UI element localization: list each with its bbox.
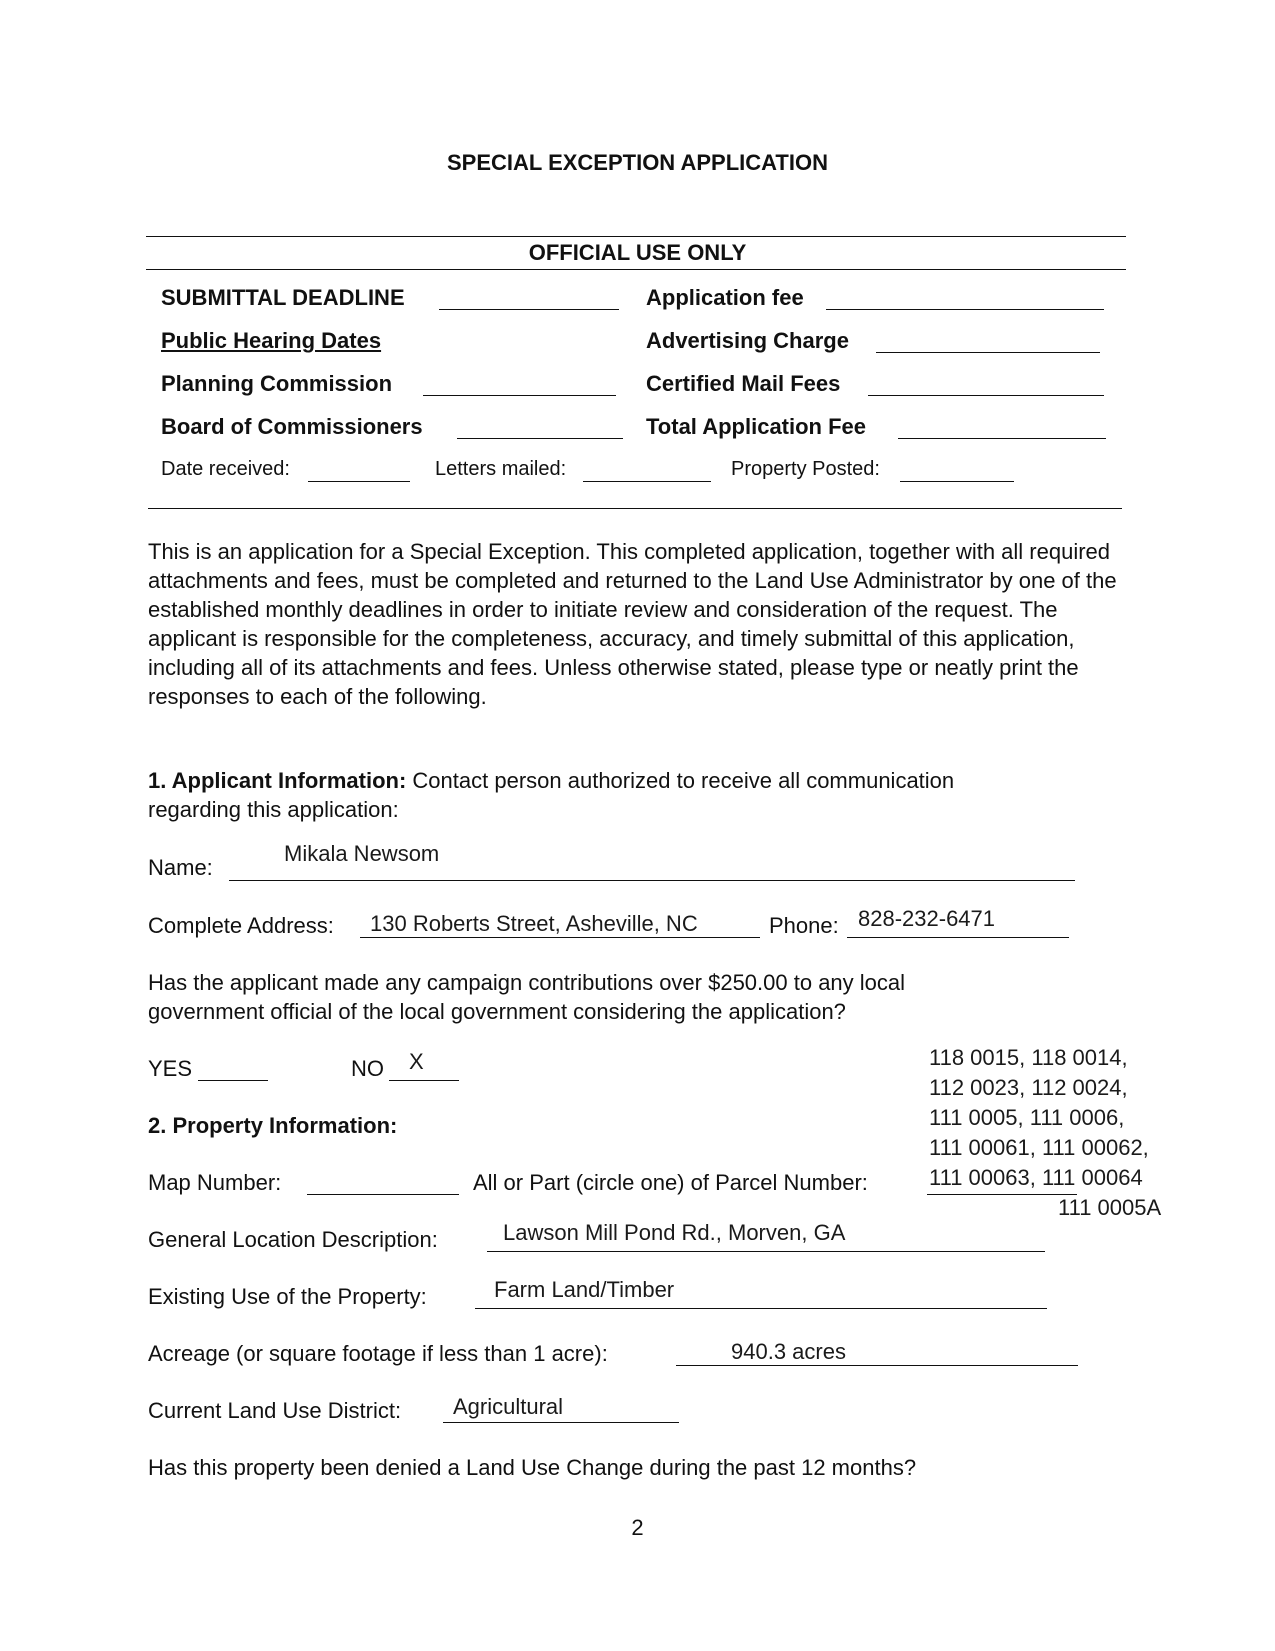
- official-heading-rule: [146, 269, 1126, 270]
- page-title: SPECIAL EXCEPTION APPLICATION: [447, 150, 828, 175]
- existing-use-field[interactable]: [475, 1308, 1047, 1309]
- submittal-deadline-label: SUBMITTAL DEADLINE: [161, 285, 405, 310]
- map-number-label: Map Number:: [148, 1170, 282, 1195]
- name-value: Mikala Newsom: [284, 841, 440, 866]
- advertising-charge-line[interactable]: [876, 352, 1100, 353]
- district-label: Current Land Use District:: [148, 1398, 402, 1423]
- parcel-number-4: 111 00061, 111 00062,: [929, 1135, 1149, 1160]
- address-label: Complete Address:: [148, 913, 334, 938]
- submittal-deadline-line[interactable]: [439, 309, 619, 310]
- phone-label: Phone:: [769, 913, 839, 938]
- location-value: Lawson Mill Pond Rd., Morven, GA: [503, 1220, 846, 1245]
- property-posted-label: Property Posted:: [731, 458, 880, 480]
- board-of-commissioners-line[interactable]: [457, 438, 623, 439]
- yes-label: YES: [148, 1056, 193, 1081]
- acreage-label: Acreage (or square footage if less than 1 acre):: [148, 1341, 608, 1366]
- district-field[interactable]: [443, 1422, 679, 1423]
- parcel-number-1: 118 0015, 118 0014,: [929, 1045, 1128, 1070]
- planning-commission-label: Planning Commission: [161, 371, 393, 396]
- parcel-number-2: 112 0023, 112 0024,: [929, 1075, 1128, 1100]
- denied-question: Has this property been denied a Land Use Change during the past 12 months?: [148, 1455, 917, 1480]
- parcel-number-field[interactable]: [927, 1194, 1077, 1195]
- no-mark: X: [409, 1049, 424, 1074]
- address-field[interactable]: [360, 937, 760, 938]
- intro-paragraph: This is an application for a Special Exception. This completed application, together with all required attachments and fees, must be completed and returned to the Land Use Administrator by one of the established monthly deadlines in order to initiate review and consideration of the request. The applicant is responsible for the completeness, accuracy, and timely submittal of this application, including all of its attachments and fees. Unless otherwise stated, please type or neatly print the responses to each of the following.: [148, 539, 1117, 709]
- location-field[interactable]: [487, 1251, 1045, 1252]
- acreage-value: 940.3 acres: [731, 1339, 846, 1364]
- location-label: General Location Description:: [148, 1227, 438, 1252]
- parcel-number-3: 111 0005, 111 0006,: [929, 1105, 1125, 1130]
- parcel-number-6: 111 0005A: [1058, 1195, 1162, 1220]
- application-fee-label: Application fee: [646, 285, 804, 310]
- address-value: 130 Roberts Street, Asheville, NC: [370, 911, 698, 936]
- public-hearing-dates-label: Public Hearing Dates: [161, 328, 382, 353]
- applicant-info-heading: 1. Applicant Information:: [148, 768, 407, 793]
- page-number: 2: [631, 1515, 644, 1540]
- name-label: Name:: [148, 855, 213, 880]
- phone-field[interactable]: [847, 937, 1069, 938]
- no-label: NO: [351, 1056, 384, 1081]
- yes-field[interactable]: [198, 1080, 268, 1081]
- certified-mail-fees-line[interactable]: [868, 395, 1104, 396]
- letters-mailed-line[interactable]: [583, 481, 711, 482]
- applicant-info-description: Contact person authorized to receive all communication: [412, 768, 955, 793]
- existing-use-label: Existing Use of the Property:: [148, 1284, 427, 1309]
- existing-use-value: Farm Land/Timber: [494, 1277, 675, 1302]
- acreage-field[interactable]: [676, 1365, 1078, 1366]
- no-field[interactable]: [389, 1080, 459, 1081]
- planning-commission-line[interactable]: [423, 395, 616, 396]
- certified-mail-fees-label: Certified Mail Fees: [646, 371, 841, 396]
- applicant-info-line1: [148, 768, 954, 794]
- official-bottom-rule: [148, 508, 1122, 509]
- parcel-number-5: 111 00063, 111 00064: [929, 1165, 1143, 1190]
- date-received-label: Date received:: [161, 458, 290, 480]
- total-application-fee-line[interactable]: [898, 438, 1106, 439]
- phone-value: 828-232-6471: [858, 906, 996, 931]
- property-info-heading: 2. Property Information:: [148, 1113, 398, 1138]
- advertising-charge-label: Advertising Charge: [646, 328, 849, 353]
- board-of-commissioners-label: Board of Commissioners: [161, 414, 423, 439]
- district-value: Agricultural: [453, 1394, 564, 1419]
- parcel-label: All or Part (circle one) of Parcel Number:: [473, 1170, 868, 1195]
- property-posted-line[interactable]: [900, 481, 1014, 482]
- letters-mailed-label: Letters mailed:: [435, 458, 567, 480]
- map-number-field[interactable]: [307, 1194, 459, 1195]
- official-top-rule: [146, 236, 1126, 237]
- application-fee-line[interactable]: [826, 309, 1104, 310]
- total-application-fee-label: Total Application Fee: [646, 414, 867, 439]
- name-field[interactable]: [229, 880, 1075, 881]
- applicant-info-line2: regarding this application:: [148, 797, 399, 822]
- official-use-heading: OFFICIAL USE ONLY: [528, 240, 747, 265]
- date-received-line[interactable]: [308, 481, 410, 482]
- campaign-question-line2: government official of the local government considering the application?: [148, 999, 846, 1024]
- campaign-question-line1: Has the applicant made any campaign contributions over $250.00 to any local: [148, 970, 906, 995]
